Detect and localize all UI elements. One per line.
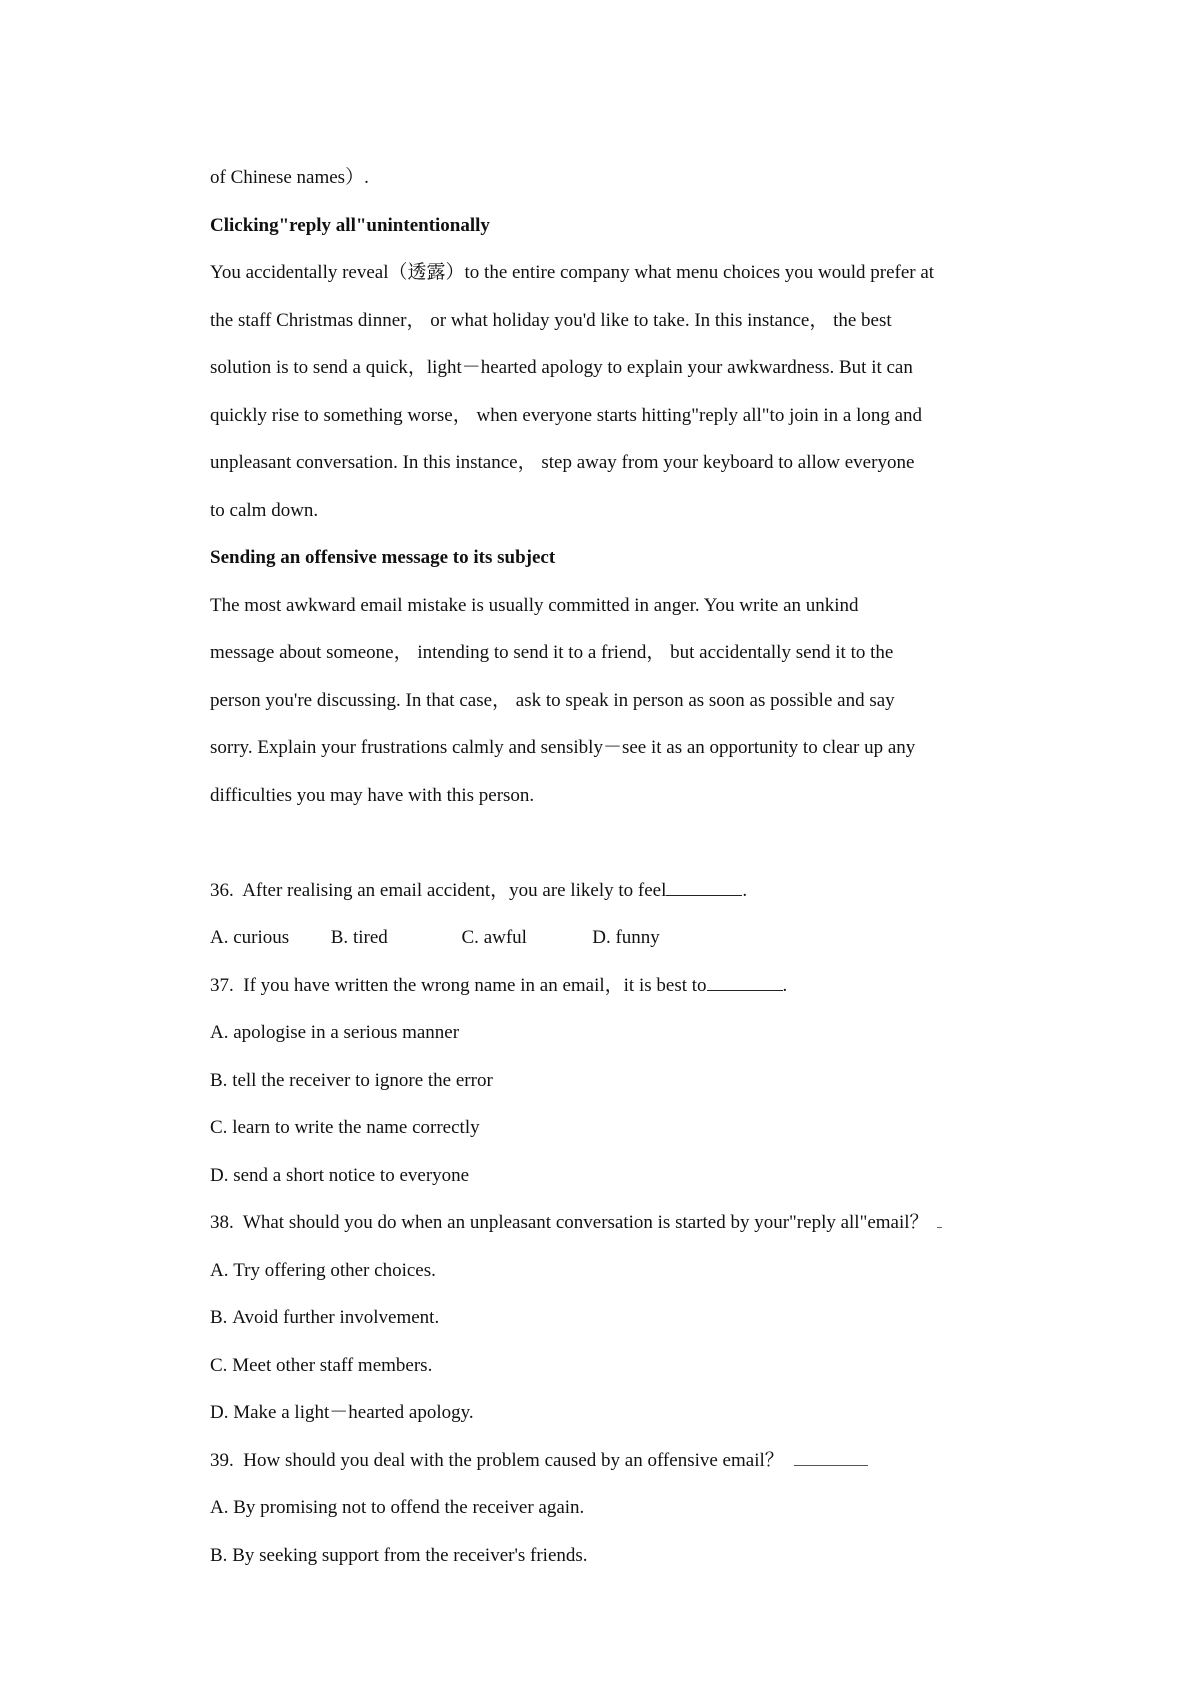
option-a[interactable] — [210, 1247, 1022, 1295]
option-label: B. — [210, 1544, 228, 1566]
section-heading-offensive-message: Sending an offensive message to its subject — [210, 547, 556, 568]
paragraph-line: quickly rise to something worse， when everyone starts hitting"reply all"to join in a long and — [210, 404, 923, 426]
question-number: 36. — [210, 879, 234, 901]
option-text: awful — [483, 927, 527, 948]
paragraph-line: difficulties you may have with this person. — [210, 784, 535, 806]
option-d[interactable] — [592, 914, 660, 962]
option-text: tell the receiver to ignore the error — [232, 1069, 493, 1091]
question-suffix: . — [742, 879, 748, 901]
option-b[interactable] — [210, 1057, 1022, 1105]
option-text: Avoid further involvement. — [232, 1307, 440, 1328]
document-page — [210, 154, 1022, 1579]
option-label: B. — [210, 1069, 228, 1091]
option-label: B. — [330, 927, 349, 948]
question-36 — [210, 867, 1022, 915]
option-b[interactable] — [210, 1532, 1022, 1580]
option-text: By promising not to offend the receiver again. — [233, 1497, 585, 1518]
option-b[interactable] — [331, 914, 457, 962]
option-label: C. — [461, 927, 479, 948]
paragraph-line: message about someone， intending to send it to a friend， but accidentally send it to the — [210, 642, 894, 663]
option-text: send a short notice to everyone — [233, 1164, 470, 1186]
option-label: D. — [592, 927, 611, 948]
option-a[interactable] — [210, 1009, 1022, 1057]
option-b[interactable] — [210, 1294, 1022, 1342]
section-heading-reply-all: Clicking"reply all"unintentionally — [210, 214, 490, 236]
option-text: tired — [352, 927, 388, 948]
option-text: learn to write the name correctly — [232, 1117, 480, 1138]
option-label: B. — [210, 1307, 228, 1328]
section-body-reply-all — [210, 249, 1022, 534]
question-text: After realising an email accident，you are likely to feel — [242, 879, 667, 901]
question-number: 39. — [210, 1449, 234, 1471]
answer-blank[interactable] — [707, 974, 783, 991]
option-label: A. — [210, 1497, 229, 1518]
answer-blank[interactable] — [937, 1213, 942, 1228]
paragraph-line: person you're discussing. In that case， ask to speak in person as soon as possible and say — [210, 689, 895, 711]
option-label: C. — [210, 1117, 228, 1138]
option-c[interactable] — [210, 1342, 1022, 1390]
question-text: What should you do when an unpleasant conversation is started by your"reply all"email？ — [242, 1212, 929, 1233]
option-text: curious — [233, 927, 290, 948]
option-text: funny — [615, 927, 660, 948]
question-number: 38. — [210, 1212, 234, 1233]
option-a[interactable] — [210, 914, 326, 962]
paragraph-line: to calm down. — [210, 499, 319, 521]
answer-blank[interactable] — [794, 1449, 868, 1466]
option-label: A. — [210, 927, 229, 948]
option-label: A. — [210, 1022, 229, 1043]
question-36-options — [210, 914, 1022, 962]
question-suffix: . — [782, 974, 788, 996]
option-label: A. — [210, 1259, 229, 1281]
option-text: By seeking support from the receiver's friends. — [232, 1544, 588, 1566]
paragraph-line: sorry. Explain your frustrations calmly and sensibly－see it as an opportunity to clear up any — [210, 737, 916, 758]
option-c[interactable] — [210, 1104, 1022, 1152]
option-text: Try offering other choices. — [233, 1259, 436, 1281]
question-text: How should you deal with the problem caused by an offensive email？ — [243, 1449, 784, 1471]
continuation-text: of Chinese names）. — [210, 167, 369, 188]
question-number: 37. — [210, 974, 234, 996]
paragraph-line: unpleasant conversation. In this instance， step away from your keyboard to allow everyone — [210, 452, 915, 473]
paragraph-line: The most awkward email mistake is usually committed in anger. You write an unkind — [210, 594, 859, 616]
question-38 — [210, 1199, 1022, 1247]
option-text: Make a light－hearted apology. — [233, 1402, 474, 1423]
option-c[interactable] — [462, 914, 588, 962]
option-label: D. — [210, 1164, 229, 1186]
option-label: C. — [210, 1354, 228, 1376]
paragraph-line: solution is to send a quick，light－hearted apology to explain your awkwardness. But it can — [210, 357, 913, 378]
option-text: apologise in a serious manner — [233, 1022, 460, 1043]
answer-blank[interactable] — [666, 879, 742, 896]
spacer — [210, 819, 1022, 867]
question-37 — [210, 962, 1022, 1010]
option-label: D. — [210, 1402, 229, 1423]
question-39 — [210, 1437, 1022, 1485]
option-a[interactable] — [210, 1484, 1022, 1532]
option-d[interactable] — [210, 1389, 1022, 1437]
section-body-offensive-message — [210, 582, 1022, 820]
question-text: If you have written the wrong name in an email，it is best to — [243, 974, 707, 996]
paragraph-line: the staff Christmas dinner， or what holiday you'd like to take. In this instance， the best — [210, 309, 892, 331]
paragraph-line: You accidentally reveal（透露）to the entire company what menu choices you would prefer at — [210, 262, 935, 283]
option-text: Meet other staff members. — [232, 1354, 433, 1376]
option-d[interactable] — [210, 1152, 1022, 1200]
